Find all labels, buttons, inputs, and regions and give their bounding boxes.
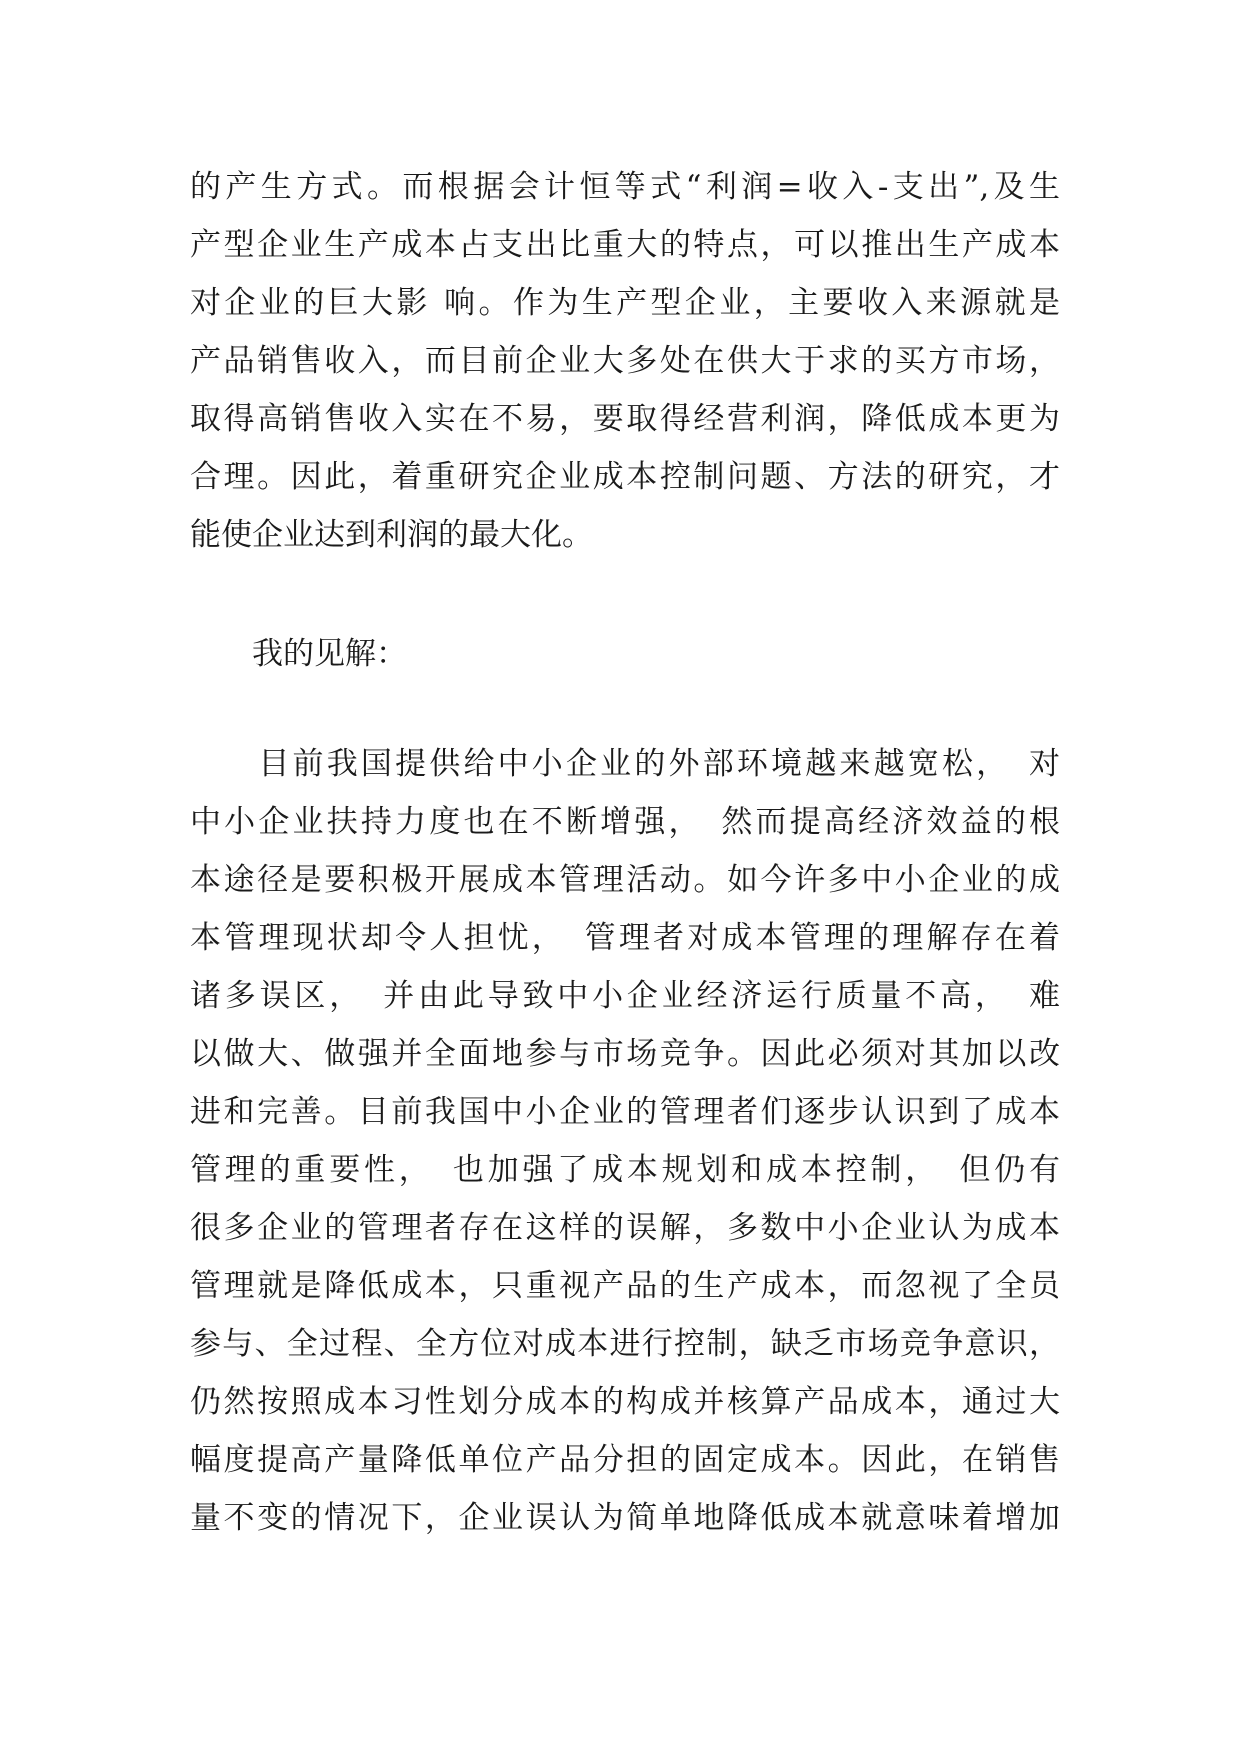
text-line: 对企业的巨大影 响。作为生产型企业，主要收入来源就是 bbox=[190, 285, 1060, 321]
text-line: 本管理现状却令人担忧， 管理者对成本管理的理解存在着 bbox=[190, 920, 1060, 956]
text-line: 能使企业达到利润的最大化。 bbox=[190, 517, 593, 553]
text-line: 进和完善。目前我国中小企业的管理者们逐步认识到了成本 bbox=[190, 1094, 1060, 1130]
text-line: 以做大、做强并全面地参与市场竞争。因此必须对其加以改 bbox=[190, 1036, 1060, 1072]
text-line: 管理就是降低成本，只重视产品的生产成本，而忽视了全员 bbox=[190, 1268, 1060, 1304]
text-line: 幅度提高产量降低单位产品分担的固定成本。因此，在销售 bbox=[190, 1442, 1060, 1478]
text-line: 量不变的情况下，企业误认为简单地降低成本就意味着增加 bbox=[190, 1500, 1060, 1536]
text-line: 产品销售收入，而目前企业大多处在供大于求的买方市场， bbox=[190, 343, 1060, 379]
text-line: 参与、全过程、全方位对成本进行控制，缺乏市场竞争意识， bbox=[190, 1326, 1060, 1362]
text-line: 的产生方式。而根据会计恒等式“利润=收入-支出”,及生 bbox=[190, 169, 1060, 205]
text-line: 管理的重要性， 也加强了成本规划和成本控制， 但仍有 bbox=[190, 1152, 1060, 1188]
section-heading bbox=[190, 625, 1060, 683]
text-line: 诸多误区， 并由此导致中小企业经济运行质量不高， 难 bbox=[190, 978, 1060, 1014]
text-line: 很多企业的管理者存在这样的误解，多数中小企业认为成本 bbox=[190, 1210, 1060, 1246]
paragraph-opinion bbox=[190, 735, 1060, 1547]
paragraph-intro bbox=[190, 158, 1060, 564]
text-line: 合理。因此，着重研究企业成本控制问题、方法的研究，才 bbox=[190, 459, 1060, 495]
text-line: 仍然按照成本习性划分成本的构成并核算产品成本，通过大 bbox=[190, 1384, 1060, 1420]
text-line: 本途径是要积极开展成本管理活动。如今许多中小企业的成 bbox=[190, 862, 1060, 898]
heading-text: 我的见解： bbox=[190, 636, 407, 672]
text-line: 取得高销售收入实在不易，要取得经营利润，降低成本更为 bbox=[190, 401, 1060, 437]
text-line: 产型企业生产成本占支出比重大的特点，可以推出生产成本 bbox=[190, 227, 1060, 263]
text-line: 中小企业扶持力度也在不断增强， 然而提高经济效益的根 bbox=[190, 804, 1060, 840]
text-line: 目前我国提供给中小企业的外部环境越来越宽松， 对 bbox=[190, 746, 1060, 782]
